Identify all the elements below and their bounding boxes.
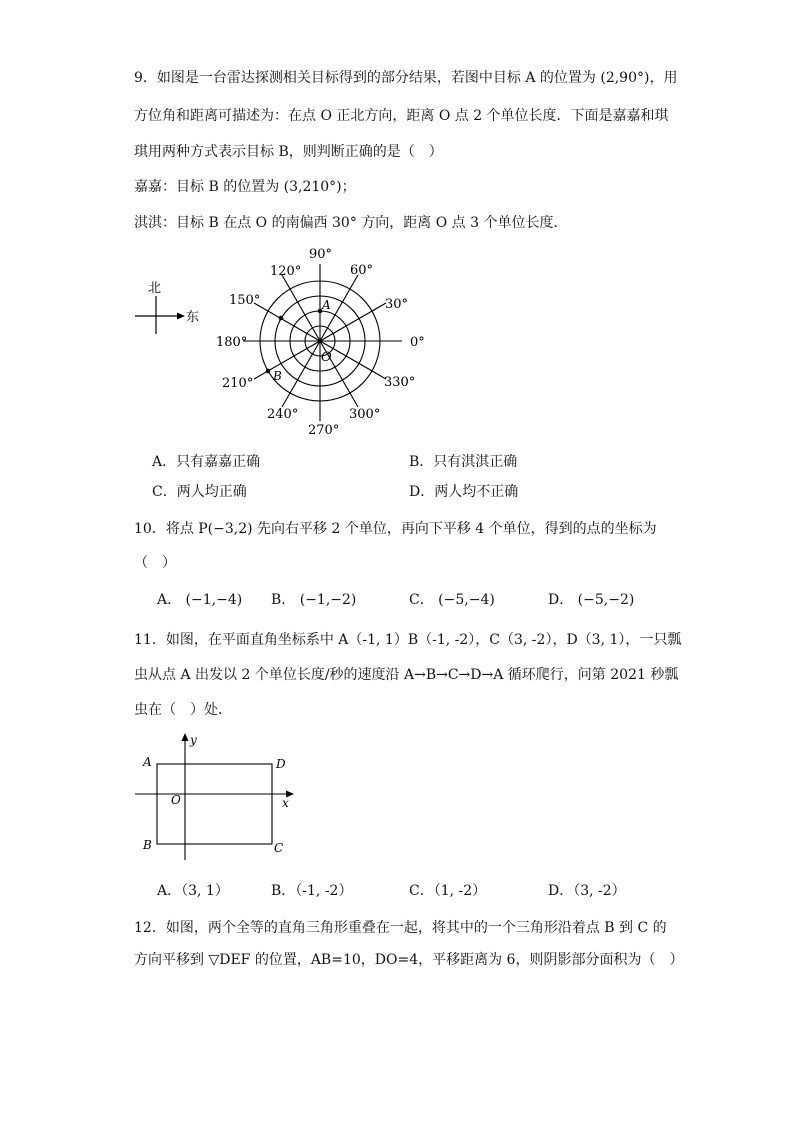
x-axis-label: x	[282, 796, 289, 810]
vertex-b-label: B	[143, 838, 152, 852]
q10-line-2: （ ）	[134, 555, 176, 571]
angle-label-180: 180°	[216, 335, 248, 350]
east-arrow-icon	[177, 313, 185, 320]
y-axis-arrow-icon	[182, 733, 189, 741]
q12-line-2: 方向平移到 ▽DEF 的位置，AB=10，DO=4，平移距离为 6，则阴影部分面积为（ ）	[134, 952, 684, 968]
q11-line-2: 虫从点 A 出发以 2 个单位长度/秒的速度沿 A→B→C→D→A 循环爬行，问第 2021 秒瓢	[134, 667, 679, 683]
q11-option-c[interactable]: C．（1, -2）	[409, 883, 487, 899]
q11-option-b[interactable]: B．（-1, -2）	[271, 883, 353, 899]
point-a-label: A	[322, 298, 331, 312]
angle-label-270: 270°	[308, 423, 340, 438]
angle-label-90: 90°	[309, 247, 333, 262]
q10-option-a[interactable]: A． (−1,−4)	[157, 592, 243, 608]
point-150-dot	[279, 316, 284, 321]
compass	[135, 281, 199, 334]
angle-label-330: 330°	[384, 375, 416, 390]
angle-label-30: 30°	[385, 297, 409, 312]
point-b-label: B	[273, 369, 282, 383]
q10-line-1: 10．将点 P(−3,2) 先向右平移 2 个单位，再向下平移 4 个单位，得到的点的坐标为	[134, 521, 657, 537]
angle-label-210: 210°	[222, 376, 254, 391]
radar-spokes	[243, 264, 402, 421]
q9-line-5: 淇淇：目标 B 在点 O 的南偏西 30° 方向，距离 O 点 3 个单位长度．	[134, 215, 568, 231]
origin-o-label: O	[171, 793, 181, 807]
coordinate-figure	[130, 726, 300, 860]
q9-line-2: 方位角和距离可描述为：在点 O 正北方向，距离 O 点 2 个单位长度．下面是嘉嘉和琪	[134, 108, 669, 124]
angle-label-0: 0°	[410, 335, 425, 350]
origin-label: O	[321, 350, 332, 365]
compass-east-label: 东	[186, 310, 200, 325]
angle-label-240: 240°	[267, 407, 299, 422]
angle-label-60: 60°	[350, 263, 374, 278]
vertex-d-label: D	[276, 757, 286, 771]
q11-line-1: 11．如图，在平面直角坐标系中 A（-1, 1）B（-1, -2），C（3, -2），D（3, 1），一只瓢	[134, 632, 682, 648]
q10-option-d[interactable]: D． (−5,−2)	[548, 592, 635, 608]
vertex-a-label: A	[143, 755, 152, 769]
q9-option-a[interactable]: A．只有嘉嘉正确	[152, 454, 261, 470]
q9-line-1: 9．如图是一台雷达探测相关目标得到的部分结果，若图中目标 A 的位置为 (2,90°)，用	[134, 70, 678, 86]
q11-line-3: 虫在（ ）处．	[134, 702, 232, 718]
q9-option-c[interactable]: C．两人均正确	[152, 484, 247, 500]
q9-line-4: 嘉嘉：目标 B 的位置为 (3,210°)；	[134, 179, 356, 195]
compass-north-label: 北	[148, 281, 162, 296]
q11-option-a[interactable]: A．（3, 1）	[157, 883, 229, 899]
angle-label-300: 300°	[349, 407, 381, 422]
q10-option-c[interactable]: C． (−5,−4)	[409, 592, 495, 608]
angle-label-120: 120°	[270, 264, 302, 279]
q9-line-3: 琪用两种方式表示目标 B，则判断正确的是（ ）	[134, 144, 443, 160]
q12-line-1: 12．如图，两个全等的直角三角形重叠在一起，将其中的一个三角形沿着点 B 到 C 的	[134, 920, 667, 936]
point-b-dot	[266, 369, 271, 374]
q11-option-d[interactable]: D．（3, -2）	[548, 883, 626, 899]
q9-option-b[interactable]: B．只有淇淇正确	[409, 454, 518, 470]
angle-label-150: 150°	[229, 293, 261, 308]
q10-option-b[interactable]: B． (−1,−2)	[271, 592, 357, 608]
y-axis-label: y	[190, 733, 197, 747]
radar-figure	[120, 240, 440, 440]
q9-option-d[interactable]: D．两人均不正确	[409, 484, 519, 500]
vertex-c-label: C	[274, 841, 284, 855]
